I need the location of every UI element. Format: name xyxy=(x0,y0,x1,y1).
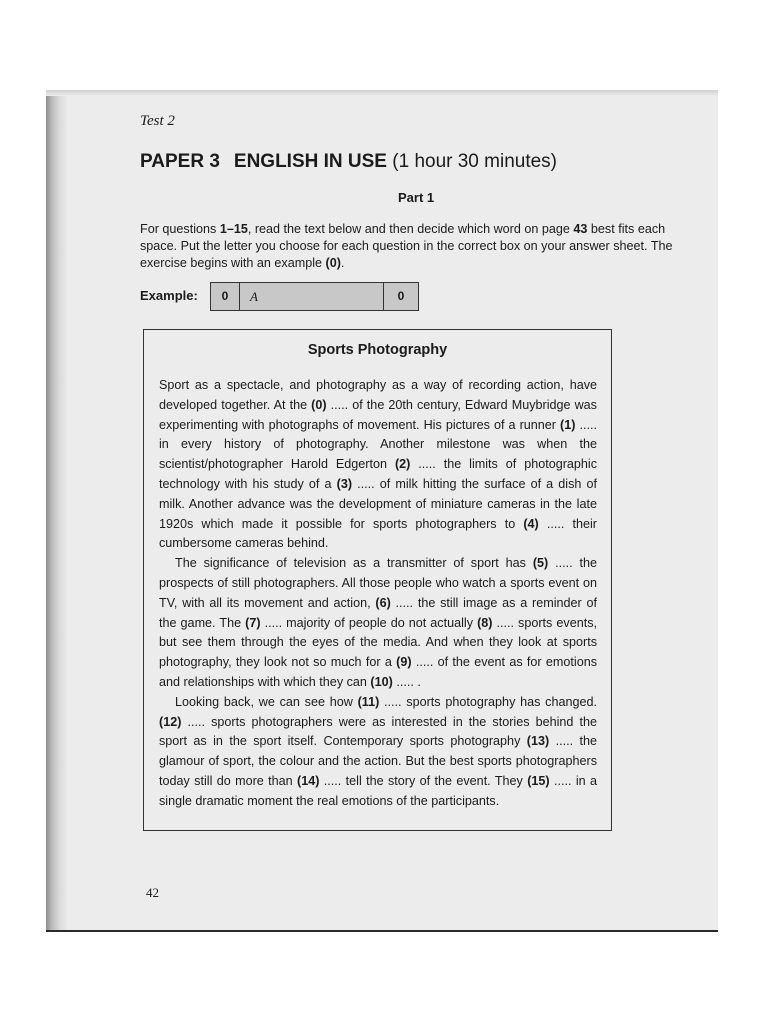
text-segment: ..... in a single dramatic moment the real emotions of the participants. xyxy=(159,773,597,808)
text-segment: ..... sports photographers were as interested in the stories behind the sport as in the sport itself. Contemporary sports photography xyxy=(159,714,597,749)
text-segment: Sport as a spectacle, and photography as a way of recording action, have developed together. At the xyxy=(159,378,597,412)
gap-number: (8) xyxy=(477,615,493,630)
gap-number: (13) xyxy=(526,734,550,749)
gap-number: (10) xyxy=(370,674,393,689)
page-number: 42 xyxy=(146,885,159,900)
gap-number: (6) xyxy=(375,595,391,610)
paper-duration: (1 hour 30 minutes) xyxy=(392,151,558,172)
text-segment: ..... the prospects of still photographers. All those people who watch a sports event on TV, with all its movement and action, xyxy=(159,556,597,610)
gap-number: (9) xyxy=(396,655,412,670)
question-range: 1–15 xyxy=(219,222,248,236)
page-bottom-edge xyxy=(46,930,718,932)
text-segment: ..... their cumbersome cameras behind. xyxy=(159,516,597,551)
example-label: Example: xyxy=(140,288,198,303)
page-top-shade xyxy=(46,90,718,96)
gap-number: (12) xyxy=(159,714,182,729)
binding-shadow xyxy=(46,90,68,932)
text-segment: ..... in every history of photography. Another milestone was when the scientist/photographer Harold Edgerton xyxy=(159,417,597,472)
page-reference: 43 xyxy=(573,222,588,236)
text-segment: The significance of television as a transmitter of sport has xyxy=(175,556,533,571)
text-segment: ..... of the 20th century, Edward Muybridge was experimenting with photographs of movement. His pictures of a runner xyxy=(159,397,597,432)
instructions xyxy=(140,221,700,272)
article-box xyxy=(143,329,612,831)
paragraph-2 xyxy=(159,554,597,693)
paragraph-1 xyxy=(159,376,597,554)
example-answer: 0 xyxy=(383,283,418,310)
text-segment: Looking back, we can see how xyxy=(175,694,358,709)
test-label: Test 2 xyxy=(140,113,175,129)
text-segment: ..... the limits of photographic technology with his study of a xyxy=(159,457,598,491)
example-answer-box xyxy=(210,282,419,311)
part-heading: Part 1 xyxy=(398,190,435,205)
gap-number: (0) xyxy=(311,397,327,412)
text-segment: ..... of milk hitting the surface of a dish of milk. Another advance was the development of miniature cameras in the late 1920s which made it possible for sports photographers to xyxy=(159,476,597,531)
gap-number: (3) xyxy=(336,476,353,491)
article-body xyxy=(159,376,597,812)
text-segment: ..... the still image as a reminder of the game. The xyxy=(159,595,597,630)
gap-number: (14) xyxy=(297,773,320,788)
gap-number: (1) xyxy=(560,417,576,432)
gap-number: (7) xyxy=(245,615,261,630)
gap-number: (2) xyxy=(394,457,411,472)
instructions-text: For questions xyxy=(140,222,220,236)
gap-number: (4) xyxy=(523,516,539,531)
instructions-text: best fits each space. Put the letter you choose for each question in the correct box on your answer sheet. The exercise begins with an example xyxy=(140,222,673,270)
text-segment: ..... . xyxy=(392,674,421,689)
paragraph-3 xyxy=(159,693,597,812)
text-segment: ..... the glamour of sport, the colour and the action. But the best sports photographers today still do more than xyxy=(159,734,598,788)
instructions-text: . xyxy=(340,256,345,270)
section-name: ENGLISH IN USE xyxy=(233,151,387,172)
example-letter: A xyxy=(250,288,258,304)
text-segment: ..... of the event as for emotions and relationships with which they can xyxy=(159,655,597,689)
text-segment: ..... tell the story of the event. They xyxy=(319,773,528,788)
paper-number: PAPER 3 xyxy=(140,151,220,172)
gap-number: (11) xyxy=(357,694,380,709)
gap-number: (5) xyxy=(532,556,549,571)
text-segment: ..... sports events, but see them through the eyes of the media. And when they look at sports photography, they look not so much for a xyxy=(159,615,598,670)
example-reference: (0) xyxy=(325,256,341,270)
example-number: 0 xyxy=(211,283,240,310)
paper-title xyxy=(140,151,557,173)
text-segment: ..... sports photography has changed. xyxy=(379,694,597,709)
gap-number: (15) xyxy=(527,773,550,788)
instructions-text: , read the text below and then decide which word on page xyxy=(247,222,574,236)
text-segment: ..... majority of people do not actually xyxy=(260,615,478,630)
article-title: Sports Photography xyxy=(307,342,448,358)
